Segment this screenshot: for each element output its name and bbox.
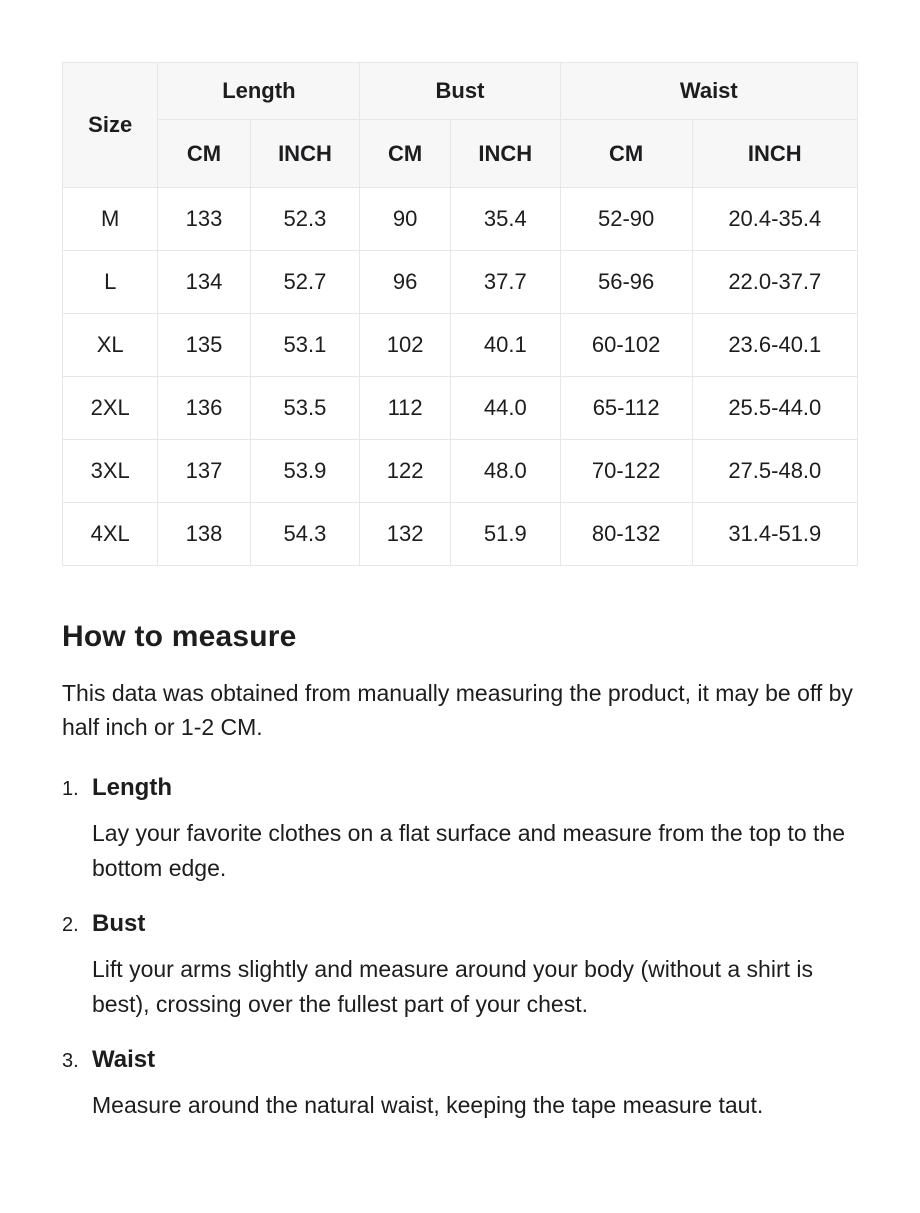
cell-length-cm: 137 xyxy=(158,440,250,503)
list-item-title: Length xyxy=(92,774,172,801)
table-header-group-row xyxy=(63,63,858,120)
cell-bust-inch: 51.9 xyxy=(450,503,560,566)
subheader-bust-cm: CM xyxy=(360,120,451,188)
subheader-bust-inch: INCH xyxy=(450,120,560,188)
cell-length-inch: 53.9 xyxy=(250,440,360,503)
column-header-bust: Bust xyxy=(360,63,560,120)
list-item-head xyxy=(62,774,858,802)
cell-waist-inch: 20.4-35.4 xyxy=(692,188,857,251)
size-chart-table xyxy=(62,62,858,566)
list-item-head xyxy=(62,910,858,938)
list-item-head xyxy=(62,1046,858,1074)
cell-size: 2XL xyxy=(63,377,158,440)
cell-size: 3XL xyxy=(63,440,158,503)
cell-waist-cm: 56-96 xyxy=(560,251,692,314)
table-row xyxy=(63,251,858,314)
column-header-waist: Waist xyxy=(560,63,857,120)
cell-waist-inch: 25.5-44.0 xyxy=(692,377,857,440)
column-header-length: Length xyxy=(158,63,360,120)
cell-bust-inch: 37.7 xyxy=(450,251,560,314)
column-header-size: Size xyxy=(63,63,158,188)
cell-bust-cm: 122 xyxy=(360,440,451,503)
subheader-waist-cm: CM xyxy=(560,120,692,188)
cell-waist-cm: 65-112 xyxy=(560,377,692,440)
list-item-number: 3. xyxy=(62,1050,79,1072)
how-to-measure-section xyxy=(62,620,858,1123)
cell-bust-inch: 40.1 xyxy=(450,314,560,377)
cell-waist-inch: 31.4-51.9 xyxy=(692,503,857,566)
table-row xyxy=(63,377,858,440)
cell-bust-cm: 112 xyxy=(360,377,451,440)
cell-waist-cm: 60-102 xyxy=(560,314,692,377)
table-row xyxy=(63,188,858,251)
cell-bust-inch: 48.0 xyxy=(450,440,560,503)
cell-size: M xyxy=(63,188,158,251)
cell-waist-cm: 70-122 xyxy=(560,440,692,503)
subheader-waist-inch: INCH xyxy=(692,120,857,188)
cell-length-cm: 138 xyxy=(158,503,250,566)
cell-length-cm: 133 xyxy=(158,188,250,251)
subheader-length-cm: CM xyxy=(158,120,250,188)
section-intro: This data was obtained from manually measuring the product, it may be off by half inch or 1-2 CM. xyxy=(62,680,853,740)
table-row xyxy=(63,314,858,377)
cell-size: L xyxy=(63,251,158,314)
cell-bust-cm: 90 xyxy=(360,188,451,251)
cell-bust-cm: 132 xyxy=(360,503,451,566)
cell-waist-cm: 80-132 xyxy=(560,503,692,566)
cell-bust-cm: 96 xyxy=(360,251,451,314)
cell-length-cm: 135 xyxy=(158,314,250,377)
cell-waist-inch: 22.0-37.7 xyxy=(692,251,857,314)
list-item-waist xyxy=(62,1046,858,1123)
list-item-number: 1. xyxy=(62,778,79,800)
cell-length-inch: 53.1 xyxy=(250,314,360,377)
cell-length-inch: 52.7 xyxy=(250,251,360,314)
cell-length-inch: 53.5 xyxy=(250,377,360,440)
list-item-length xyxy=(62,774,858,886)
cell-waist-inch: 23.6-40.1 xyxy=(692,314,857,377)
list-item-description: Lift your arms slightly and measure around your body (without a shirt is best), crossing over the fullest part of your chest. xyxy=(92,956,813,1017)
subheader-length-inch: INCH xyxy=(250,120,360,188)
list-item-description: Lay your favorite clothes on a flat surface and measure from the top to the bottom edge. xyxy=(92,820,846,881)
measure-instructions-list xyxy=(62,774,858,1123)
cell-waist-cm: 52-90 xyxy=(560,188,692,251)
cell-length-cm: 136 xyxy=(158,377,250,440)
list-item-title: Waist xyxy=(92,1046,156,1073)
table-row xyxy=(63,503,858,566)
table-row xyxy=(63,440,858,503)
cell-bust-inch: 35.4 xyxy=(450,188,560,251)
cell-bust-inch: 44.0 xyxy=(450,377,560,440)
cell-length-inch: 52.3 xyxy=(250,188,360,251)
list-item-title: Bust xyxy=(92,910,146,937)
table-header-sub-row xyxy=(63,120,858,188)
cell-length-inch: 54.3 xyxy=(250,503,360,566)
cell-waist-inch: 27.5-48.0 xyxy=(692,440,857,503)
cell-length-cm: 134 xyxy=(158,251,250,314)
list-item-bust xyxy=(62,910,858,1022)
cell-size: 4XL xyxy=(63,503,158,566)
list-item-number: 2. xyxy=(62,914,79,936)
cell-bust-cm: 102 xyxy=(360,314,451,377)
cell-size: XL xyxy=(63,314,158,377)
section-title: How to measure xyxy=(62,620,297,653)
list-item-description: Measure around the natural waist, keeping the tape measure taut. xyxy=(92,1092,764,1118)
